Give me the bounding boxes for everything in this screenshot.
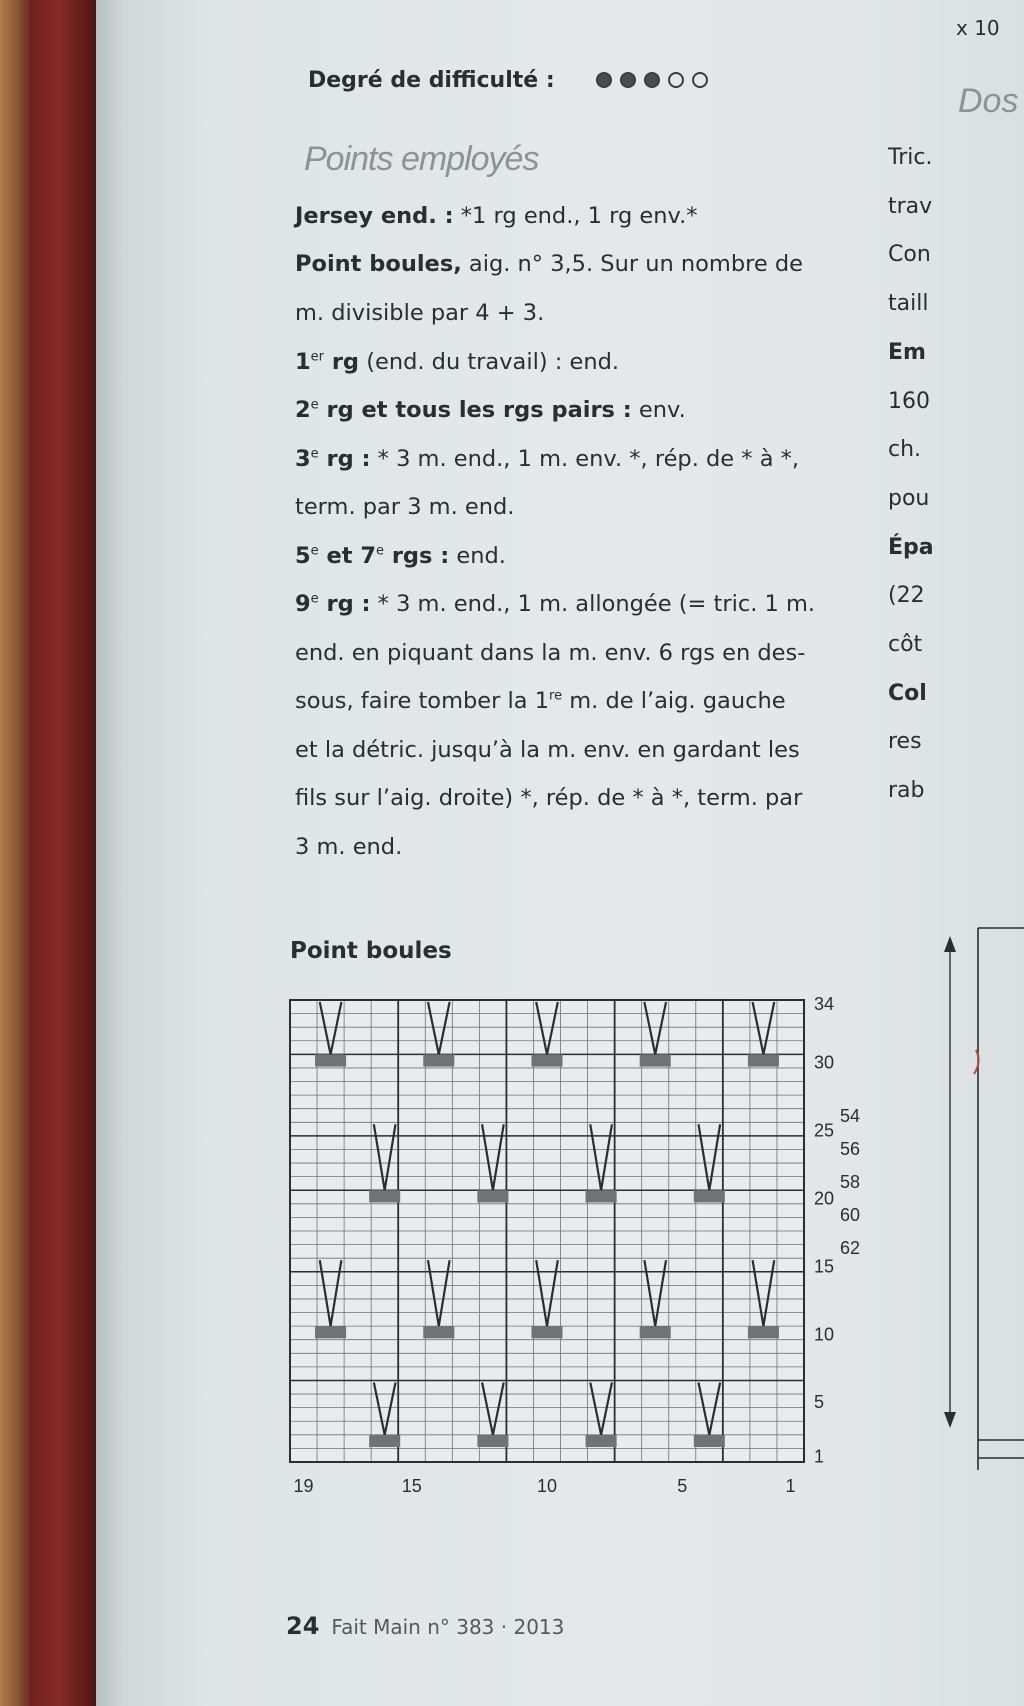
instruction-line: 3 m. end. bbox=[295, 834, 403, 860]
size-label: 56 bbox=[840, 1139, 861, 1159]
right-column-line: ch. bbox=[888, 437, 922, 463]
purl-stitch-mark bbox=[640, 1054, 671, 1066]
column-tick-label: 19 bbox=[293, 1476, 314, 1496]
row-tick-label: 10 bbox=[814, 1324, 835, 1345]
desk-surface bbox=[0, 0, 30, 1706]
right-column-line: côt bbox=[888, 632, 923, 657]
magazine-page bbox=[96, 0, 1024, 1706]
row-tick-label: 25 bbox=[814, 1120, 835, 1141]
column-tick-label: 15 bbox=[401, 1476, 422, 1496]
instruction-line: 3e rg : * 3 m. end., 1 m. env. *, rép. de * à *, bbox=[295, 446, 800, 472]
right-column-line: taill bbox=[888, 291, 929, 317]
right-column-line: trav bbox=[888, 193, 933, 219]
binder-spine bbox=[30, 0, 100, 1706]
purl-stitch-mark bbox=[640, 1326, 671, 1338]
size-label: 58 bbox=[840, 1172, 861, 1192]
instruction-line: Point boules, aig. n° 3,5. Sur un nombre de bbox=[295, 251, 804, 277]
page-footer bbox=[286, 1612, 564, 1640]
instruction-line: 5e et 7e rgs : end. bbox=[295, 543, 506, 569]
right-column-line: (22 bbox=[888, 583, 925, 609]
right-column-line: 160 bbox=[888, 388, 930, 414]
top-note: x 10 bbox=[956, 16, 1000, 40]
purl-stitch-mark bbox=[748, 1054, 779, 1066]
purl-stitch-mark bbox=[477, 1190, 508, 1202]
purl-stitch-mark bbox=[423, 1054, 454, 1066]
purl-stitch-mark bbox=[315, 1054, 346, 1066]
right-column-line: Tric. bbox=[888, 145, 933, 170]
arrow-up-icon bbox=[944, 936, 956, 952]
section-title: Points employés bbox=[304, 140, 539, 178]
right-column-line: pou bbox=[888, 485, 930, 511]
instruction-line: 2e rg et tous les rgs pairs : env. bbox=[295, 397, 686, 423]
purl-stitch-mark bbox=[586, 1190, 617, 1202]
purl-stitch-mark bbox=[369, 1435, 400, 1447]
purl-stitch-mark bbox=[531, 1326, 562, 1338]
instruction-line: m. divisible par 4 + 3. bbox=[295, 300, 545, 326]
column-tick-label: 1 bbox=[785, 1476, 796, 1496]
right-column-line: Col bbox=[888, 680, 927, 706]
right-column-line: res bbox=[888, 729, 922, 755]
column-tick-label: 10 bbox=[536, 1476, 558, 1496]
size-label: 62 bbox=[840, 1238, 861, 1258]
publication-info: Fait Main n° 383 · 2013 bbox=[331, 1615, 565, 1639]
instruction-line: fils sur l’aig. droite) *, rép. de * à *, term. par bbox=[295, 785, 803, 811]
purl-stitch-mark bbox=[586, 1435, 617, 1447]
instruction-line: Jersey end. : *1 rg end., 1 rg env.* bbox=[295, 203, 698, 229]
purl-stitch-mark bbox=[748, 1326, 779, 1338]
right-column-line: Épa bbox=[888, 534, 934, 560]
purl-stitch-mark bbox=[531, 1054, 562, 1066]
right-column-heading: Dos bbox=[958, 82, 1019, 120]
instruction-line: sous, faire tomber la 1re m. de l’aig. gauche bbox=[295, 688, 786, 714]
purl-stitch-mark bbox=[423, 1326, 454, 1338]
size-label: 54 bbox=[840, 1106, 861, 1126]
purl-stitch-mark bbox=[369, 1190, 400, 1202]
purl-stitch-mark bbox=[694, 1190, 725, 1202]
instruction-line: term. par 3 m. end. bbox=[295, 494, 515, 520]
purl-stitch-mark bbox=[477, 1435, 508, 1447]
chart-title: Point boules bbox=[290, 938, 452, 964]
purl-stitch-mark bbox=[315, 1326, 346, 1338]
row-tick-label: 34 bbox=[814, 994, 835, 1014]
right-column-line: rab bbox=[888, 778, 925, 804]
row-tick-label: 30 bbox=[814, 1052, 835, 1073]
difficulty-label: Degré de difficulté : bbox=[308, 68, 555, 93]
instruction-line: 1er rg (end. du travail) : end. bbox=[295, 349, 620, 375]
row-tick-label: 20 bbox=[814, 1188, 835, 1209]
instruction-line: 9e rg : * 3 m. end., 1 m. allongée (= tric. 1 m. bbox=[295, 591, 816, 617]
instruction-line: end. en piquant dans la m. env. 6 rgs en des- bbox=[295, 640, 806, 666]
page-number: 24 bbox=[286, 1612, 320, 1640]
arrow-down-icon bbox=[944, 1412, 956, 1428]
size-list bbox=[840, 1100, 860, 1265]
row-tick-label: 5 bbox=[814, 1392, 825, 1413]
right-column-line: Con bbox=[888, 242, 931, 268]
size-label: 60 bbox=[840, 1205, 861, 1225]
row-tick-label: 15 bbox=[814, 1256, 835, 1277]
garment-schematic bbox=[978, 928, 1024, 1470]
instruction-line: et la détric. jusqu’à la m. env. en gardant les bbox=[295, 737, 800, 763]
purl-stitch-mark bbox=[694, 1435, 725, 1447]
column-tick-label: 5 bbox=[677, 1476, 688, 1496]
stitch-chart bbox=[96, 0, 1024, 1706]
right-column-line: Em bbox=[888, 339, 926, 365]
row-tick-label: 1 bbox=[814, 1446, 825, 1467]
